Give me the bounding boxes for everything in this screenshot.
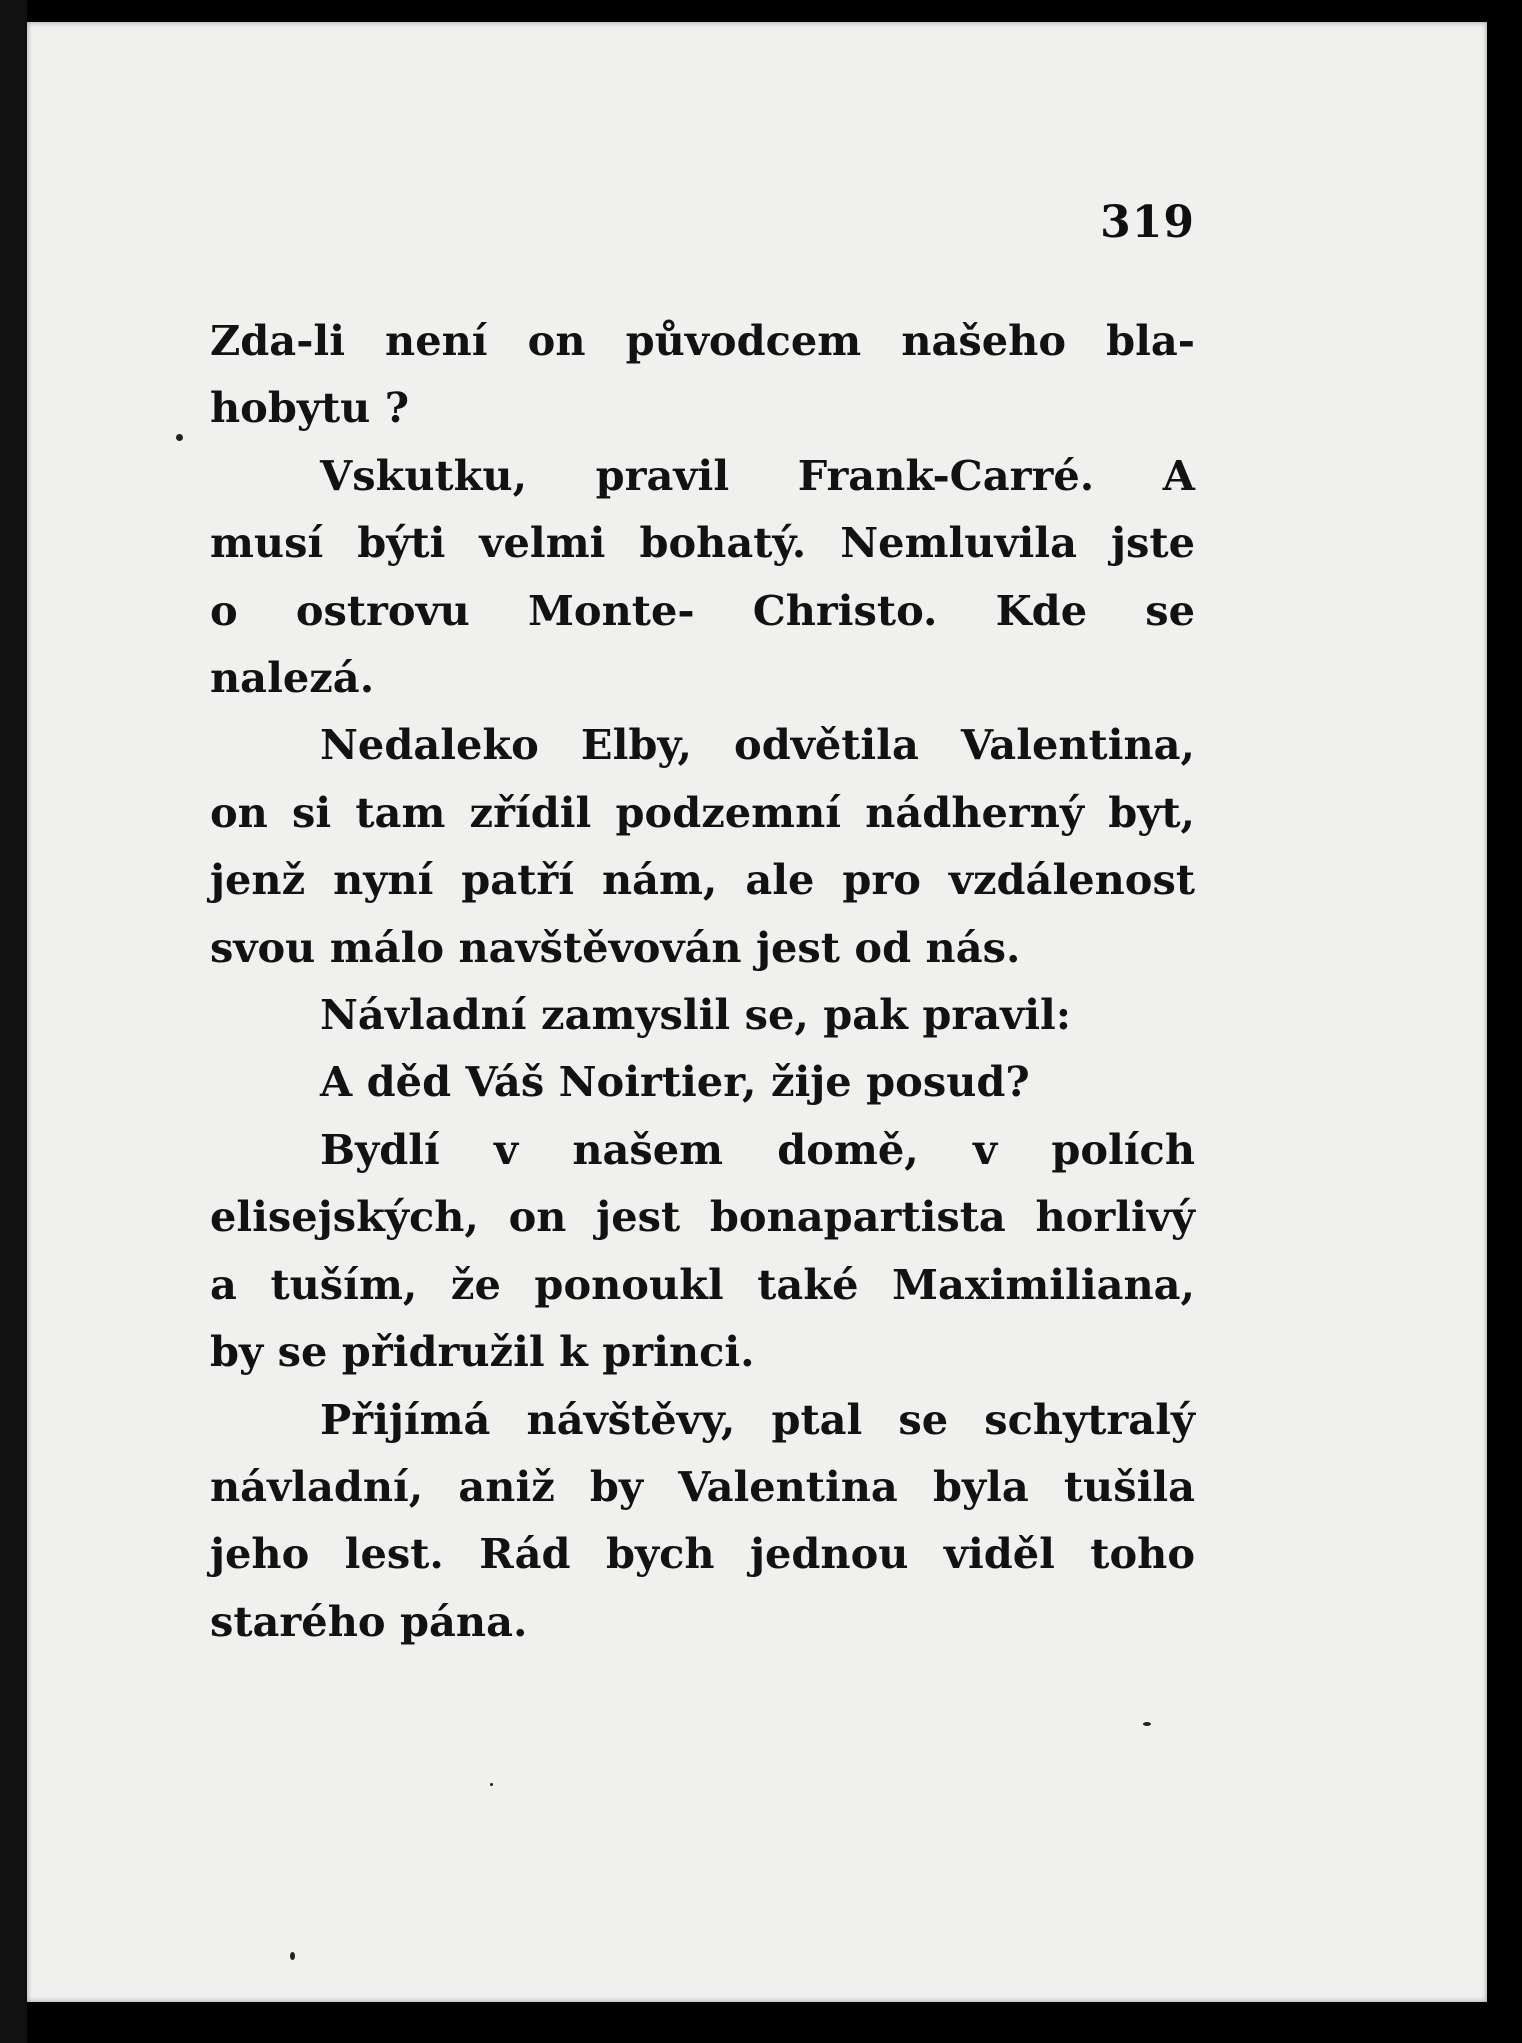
text-line: Návladní zamyslil se, pak pravil: xyxy=(320,990,1072,1040)
text-line: o ostrovu Monte- Christo. Kde se xyxy=(210,585,1195,635)
specks xyxy=(290,1952,295,1960)
paragraph-1 xyxy=(210,307,1195,442)
paragraph-5 xyxy=(210,1048,1195,1115)
text-line: jeho lest. Rád bych jednou viděl toho xyxy=(210,1529,1195,1579)
specks xyxy=(490,1783,493,1786)
text-line: nalezá. xyxy=(210,653,375,703)
specks xyxy=(176,434,183,441)
text-line: on si tam zřídil podzemní nádherný byt, xyxy=(210,787,1195,837)
left-page-edge xyxy=(0,0,27,2043)
paragraph-3 xyxy=(210,711,1195,981)
page-number: 319 xyxy=(1100,197,1195,248)
text-line: jenž nyní patří nám, ale pro vzdálenost xyxy=(210,855,1195,905)
specks xyxy=(1143,1722,1151,1726)
text-line: návladní, aniž by Valentina byla tušila xyxy=(210,1461,1195,1511)
paragraph-2 xyxy=(210,442,1195,712)
text-line: musí býti velmi bohatý. Nemluvila jste xyxy=(210,518,1195,568)
paragraph-7 xyxy=(210,1386,1195,1656)
text-line: A děd Váš Noirtier, žije posud? xyxy=(320,1057,1030,1107)
text-line: by se přidružil k princi. xyxy=(210,1327,755,1377)
text-line: Přijímá návštěvy, ptal se schytralý xyxy=(320,1394,1195,1444)
text-line: Vskutku, pravil Frank-Carré. A xyxy=(320,450,1195,500)
text-line: starého pána. xyxy=(210,1596,528,1646)
text-line: Bydlí v našem domě, v polích xyxy=(320,1124,1195,1174)
text-line: Zda-li není on původcem našeho bla- xyxy=(210,316,1195,365)
text-line: Nedaleko Elby, odvětila Valentina, xyxy=(320,720,1195,770)
paragraph-6 xyxy=(210,1116,1195,1386)
text-line: svou málo navštěvován jest od nás. xyxy=(210,922,1021,972)
text-line: elisejských, on jest bonapartista horlivý xyxy=(210,1192,1195,1242)
body-text xyxy=(210,307,1195,1655)
text-line: hobytu ? xyxy=(210,383,410,433)
paragraph-4 xyxy=(210,981,1195,1048)
text-line: a tuším, že ponoukl také Maximiliana, xyxy=(210,1259,1195,1309)
